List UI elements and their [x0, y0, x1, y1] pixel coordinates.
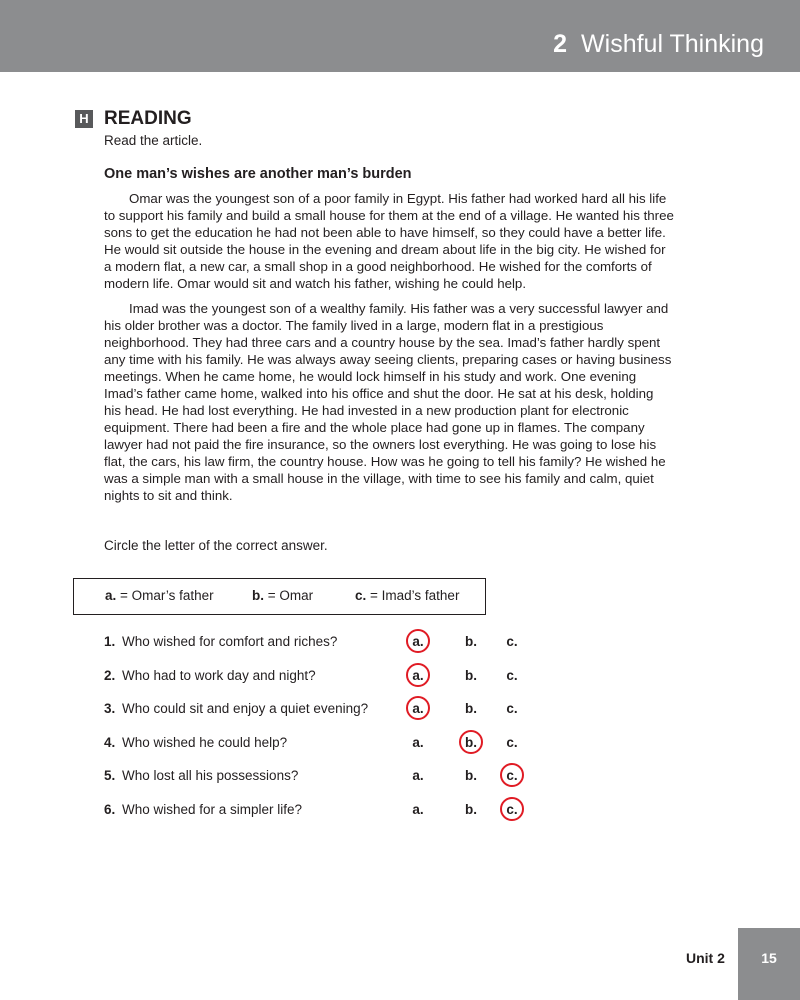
question-number: 2.: [104, 668, 116, 683]
header-bar: [0, 0, 800, 72]
key-text: = Imad’s father: [366, 588, 460, 603]
answer-option-a[interactable]: a.: [412, 768, 424, 783]
key-letter: c.: [355, 588, 367, 603]
answer-option-c[interactable]: c.: [500, 763, 524, 787]
key-letter: a.: [105, 588, 117, 603]
answer-option-a[interactable]: a.: [406, 663, 430, 687]
answer-option-c[interactable]: c.: [506, 735, 518, 750]
question-number: 3.: [104, 701, 116, 716]
question-row: [104, 666, 544, 688]
answer-option-a[interactable]: a.: [406, 629, 430, 653]
question-row: [104, 733, 544, 755]
answer-key-box: [73, 578, 486, 615]
answer-option-c[interactable]: c.: [506, 634, 518, 649]
answer-option-b[interactable]: b.: [465, 634, 477, 649]
question-text: Who could sit and enjoy a quiet evening?: [122, 701, 369, 716]
answer-option-c[interactable]: c.: [506, 701, 518, 716]
question-number: 6.: [104, 802, 116, 817]
question-text: Who wished for a simpler life?: [122, 802, 303, 817]
question-text: Who wished for comfort and riches?: [122, 634, 338, 649]
unit-title: [553, 30, 764, 59]
exercise-instruction: Circle the letter of the correct answer.: [104, 538, 328, 553]
question-row: [104, 766, 544, 788]
article-paragraph: Imad was the youngest son of a wealthy family. His father was a very successful lawyer and his older brother was a doctor. The family lived in a large, modern flat in a prestigious neighborhood. They had three cars and a country house by the sea. Imad’s father hardly spent any time with his family. He was always away seeing clients, preparing cases or having business meetings. When he came home, he would lock himself in his study and work. One evening Imad’s father came home, walked into his office and shut the door. He sat at his desk, holding his head. He had lost everything. He had invested in a new production plant for electronic equipment. There had been a fire and the whole place had gone up in flames. The company lawyer had not paid the fire insurance, so the owners lost everything. He was going to lose his flat, the cars, his law firm, the country house. How was he going to tell his family? He wished he was a simple man with a small house in the village, with time to see his family and calm, quiet nights to sit and think.: [104, 301, 672, 503]
reading-instruction: Read the article.: [104, 133, 203, 148]
answer-option-a[interactable]: a.: [412, 802, 424, 817]
unit-number: 2: [553, 30, 568, 58]
unit-title-text: Wishful Thinking: [581, 30, 764, 58]
question-row: [104, 632, 544, 654]
question-text: Who wished he could help?: [122, 735, 288, 750]
question-text: Who had to work day and night?: [122, 668, 316, 683]
page-number: 15: [738, 928, 800, 1000]
footer-unit-label: Unit 2: [686, 950, 725, 966]
key-item: [105, 588, 214, 603]
question-number: 5.: [104, 768, 116, 783]
article-body: [104, 190, 674, 512]
answer-option-c[interactable]: c.: [500, 797, 524, 821]
key-item: [355, 588, 459, 603]
article-paragraph: Omar was the youngest son of a poor family in Egypt. His father had worked hard all his life to support his family and build a small house for them at the end of a village. He wanted his three sons to get the education he had not been able to have himself, so they could have a better life. He would sit outside the house in the evening and dream about life in the big city. He wished for a modern flat, a new car, a small shop in a good neighborhood. He wished for the comforts of modern life. Omar would sit and watch his father, wishing he could help.: [104, 191, 674, 291]
answer-option-b[interactable]: b.: [465, 768, 477, 783]
question-number: 1.: [104, 634, 116, 649]
answer-option-a[interactable]: a.: [412, 735, 424, 750]
answer-option-a[interactable]: a.: [406, 696, 430, 720]
answer-option-b[interactable]: b.: [465, 802, 477, 817]
key-letter: b.: [252, 588, 264, 603]
question-row: [104, 699, 544, 721]
answer-option-b[interactable]: b.: [465, 668, 477, 683]
key-text: = Omar: [264, 588, 314, 603]
answer-option-b[interactable]: b.: [465, 701, 477, 716]
article-title: One man’s wishes are another man’s burden: [104, 166, 412, 182]
answer-option-b[interactable]: b.: [459, 730, 483, 754]
question-text: Who lost all his possessions?: [122, 768, 299, 783]
question-number: 4.: [104, 735, 116, 750]
key-text: = Omar’s father: [116, 588, 214, 603]
answer-option-c[interactable]: c.: [506, 668, 518, 683]
section-heading: READING: [104, 108, 192, 129]
question-row: [104, 800, 544, 822]
key-item: [252, 588, 313, 603]
section-badge: H: [75, 110, 93, 128]
